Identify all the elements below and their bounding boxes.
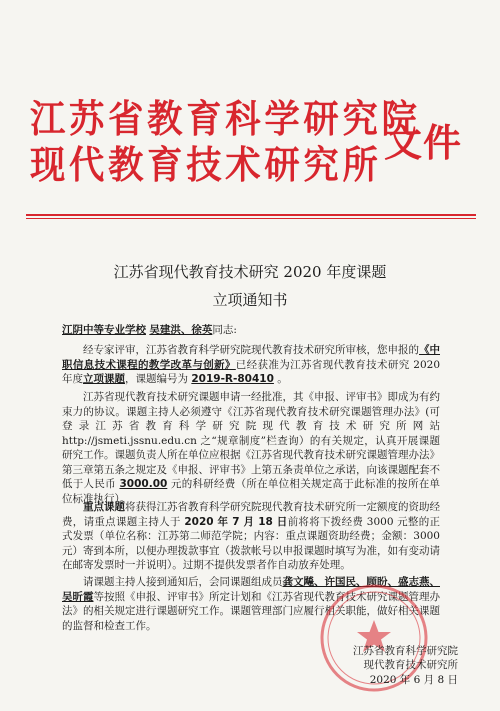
addressee-school: 江阴中等专业学校 <box>62 324 146 336</box>
project-title: 《中职信息技术课程的教学改革与创新》 <box>62 344 440 371</box>
p1-text-d: 。 <box>273 373 288 385</box>
p2-text-b: 元的科研经费（所在单位相关规定高于此标准的按所在单位标准执行）。 <box>62 478 440 505</box>
p4-text-b: 等按照《申报、评审书》所定计划和《江苏省现代教育技术研究课题管理办法》的相关规定进行课题研究工作。课题管理部门应履行相关职能，做好相关课题的监督和检查工作。 <box>62 590 440 632</box>
p4-text-a: 请课题主持人接到通知后，会同课题组成员 <box>83 576 283 588</box>
team-members: 龚文飚、许国民、顾盼、盛志燕、吴昕霞 <box>62 576 440 603</box>
p3-text-a: 将获得江苏省教育科学研究院现代教育技术研究所一定额度的资助经费，请重点课题主持人于 <box>62 501 440 528</box>
project-code: 2019-R-80410 <box>191 373 274 385</box>
letterhead-document-word: 文件 <box>384 120 463 165</box>
notice-title: 江苏省现代教育技术研究 2020 年度课题 <box>113 263 387 281</box>
matching-funds: 3000.00 <box>119 478 168 490</box>
letterhead-rule-thin <box>26 218 476 219</box>
p1-text-a: 经专家评审，江苏省教育科学研究院现代教育技术研究所审核，您申报的 <box>83 344 419 356</box>
p3-text-b: 前将将下拨经费 3000 元整的正式发票（单位名称：江苏第二师范学院；内容：重点课题资助经费；金额：3000 元）寄到本所，以便办理拨款事宜（拨款帐号以申报课题时填写为准，如有变动请在邮寄发票时一并说明）。过期不提供发票者作自动放弃处理。 <box>62 515 441 571</box>
key-project-label: 重点课题 <box>83 501 125 513</box>
signature-date: 2020 年 6 月 8 日 <box>369 674 458 686</box>
addressee-names: 吴建洪、徐英 <box>149 324 213 336</box>
notice-subtitle: 立项通知书 <box>212 291 288 309</box>
paragraph-agreement <box>62 390 440 506</box>
project-status: 立项课题 <box>83 373 125 385</box>
p1-text-b: 已经获准为江苏省现代教育技术研究 2020 年度 <box>62 358 441 385</box>
p1-text-c: ，课题编号为 <box>125 373 192 385</box>
signature-org-line-2: 现代教育技术研究所 <box>363 659 458 671</box>
paragraph-funding <box>62 500 440 573</box>
paragraph-approval <box>62 343 440 387</box>
invoice-deadline: 2020 年 7 月 18 日 <box>184 515 288 528</box>
letterhead-line-2: 现代教育技术研究所 <box>30 142 382 187</box>
letterhead-rule-thick <box>26 214 476 216</box>
letterhead-line-1: 江苏省教育科学研究院 <box>30 96 421 141</box>
addressee-suffix: 同志: <box>212 324 237 336</box>
addressee <box>62 323 440 338</box>
p2-text-a: 江苏省现代教育技术研究课题申请一经批准，其《申报、评审书》即成为有约束力的协议。课题主持人必须遵守《江苏省现代教育技术研究课题管理办法》(可登录江苏省教育科学研究院现代教育技术研究所网站 http://jsmeti.jssnu.edu.cn 之“规章制度”栏查询）的有关规定，认真开展课题研究工作。课题负责人所在单位应根据《江苏省现代教育技术研究课题管理办法》第三章第五条之规定及《申报、评审书》上第五条责单位之承诺，向该课题配套不低于人民币 <box>62 391 440 490</box>
signature-org-line-1: 江苏省教育科学研究院 <box>353 645 458 657</box>
